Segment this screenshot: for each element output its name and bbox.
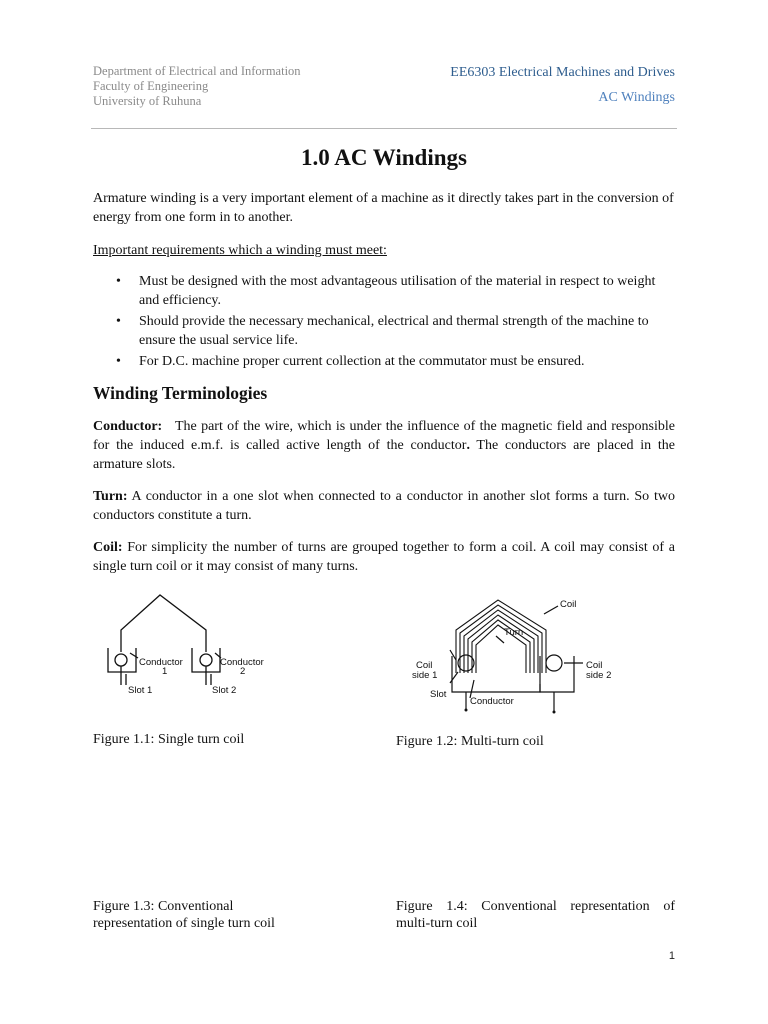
header-course: EE6303 Electrical Machines and Drives (450, 65, 675, 80)
multi-turn-coil-figure (408, 588, 630, 718)
conductor-text-after: The conductors are placed in the armature slots. (93, 438, 675, 472)
coil-pointer (544, 606, 558, 614)
figure-label: Slot 1 (128, 685, 153, 696)
intro-paragraph: Armature winding is a very important element of a machine as it directly takes part in the conversion of energy from one form in to another. (93, 191, 674, 225)
figure-label: Slot 2 (212, 685, 237, 696)
header-course-info (450, 64, 675, 106)
figure-1-caption: Figure 1.1: Single turn coil (93, 732, 245, 747)
coil-side-1-pointer (450, 650, 456, 660)
figure-3-caption-line1: Figure 1.3: Conventional (93, 899, 234, 914)
figure-label: 1 (162, 666, 168, 677)
terminal-dot (553, 711, 556, 714)
figure-2-caption: Figure 1.2: Multi-turn coil (396, 734, 544, 749)
header-university: University of Ruhuna (93, 94, 202, 108)
conductor-1-pointer (130, 653, 138, 658)
slot-outline-left (452, 656, 540, 692)
figure-label: Conductor (220, 657, 264, 668)
slot-outline-right (540, 656, 574, 692)
header-institution (93, 64, 301, 109)
figure-label: Coil (416, 660, 433, 671)
header-faculty: Faculty of Engineering (93, 79, 209, 93)
conductor-1-circle (115, 654, 127, 666)
page-title: 1.0 AC Windings (301, 145, 467, 170)
requirements-heading: Important requirements which a winding must meet: (93, 243, 387, 258)
slot-1 (108, 648, 136, 672)
turn-term: Turn: (93, 489, 128, 504)
coil-paragraph (93, 538, 675, 576)
turn-paragraph (93, 487, 675, 525)
figure-label: Coil (560, 599, 577, 610)
terminal-dot (465, 709, 468, 712)
coil-turns (456, 600, 546, 673)
conductor-text: The part of the wire, which is under the influence of the magnetic field and responsible for the induced e.m.f. is called active length of the conductor (93, 419, 675, 453)
figure-label: Conductor (470, 696, 514, 707)
figure-3-caption (93, 898, 353, 932)
turn-text: A conductor in a one slot when connected to a conductor in another slot forms a turn. So two conductors constitute a turn. (93, 489, 675, 523)
conductor-paragraph (93, 417, 675, 474)
header-department: Department of Electrical and Information (93, 64, 301, 78)
list-item: • For D.C. machine proper current collection at the commutator must be ensured. (93, 352, 675, 371)
figure-4-caption-line2: multi-turn coil (396, 916, 478, 931)
conductor-term: Conductor: (93, 419, 163, 434)
list-item: • Should provide the necessary mechanical, electrical and thermal strength of the machine to ensure the usual service life. (93, 312, 675, 350)
header-divider (91, 128, 677, 129)
figure-4-caption (396, 898, 675, 932)
conductor-2-circle (200, 654, 212, 666)
figure-4-caption-line1: Figure 1.4: Conventional representation of (396, 899, 675, 914)
page-number: 1 (668, 950, 675, 962)
figure-label: Coil (586, 660, 603, 671)
figure-label: side 1 (412, 670, 438, 681)
header-topic: AC Windings (598, 90, 675, 105)
slot-pointer (450, 672, 458, 683)
coil-term: Coil: (93, 540, 123, 555)
list-item: • Must be designed with the most advantageous utilisation of the material in respect to weight and efficiency. (93, 272, 675, 310)
figure-label: 2 (240, 666, 246, 677)
requirements-list (93, 272, 675, 373)
single-turn-coil-figure (100, 590, 285, 700)
coil-text: For simplicity the number of turns are grouped together to form a coil. A coil may consist of a single turn coil or it may consist of many turns. (93, 540, 675, 574)
coil-loop (121, 595, 206, 652)
figure-label: Turn (504, 627, 524, 638)
figure-label: Slot (430, 689, 447, 700)
conductor-period: . (466, 438, 470, 453)
coil-side-2-circle (546, 655, 562, 671)
figure-label: Conductor (139, 657, 183, 668)
figure-3-caption-line2: representation of single turn coil (93, 916, 275, 931)
section-heading: Winding Terminologies (93, 383, 268, 403)
figure-label: side 2 (586, 670, 612, 681)
turn-pointer (496, 636, 504, 643)
